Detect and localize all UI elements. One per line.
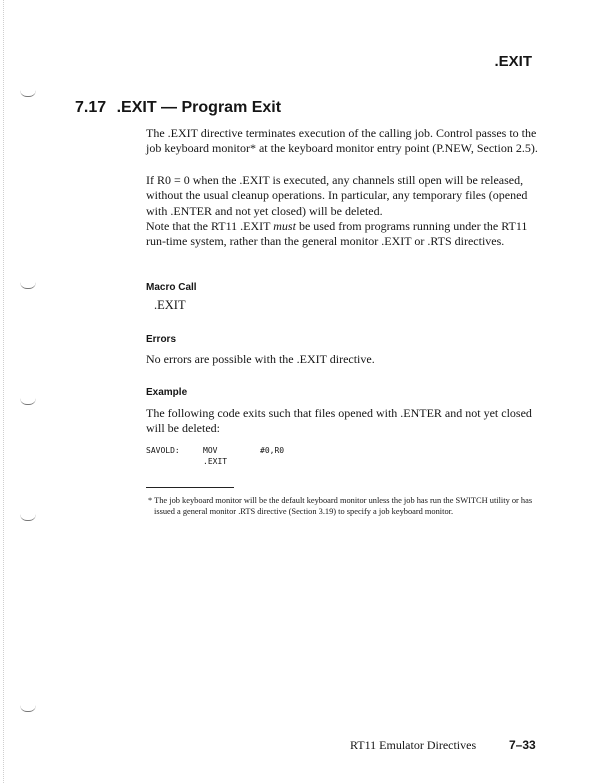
example-intro: The following code exits such that files opened with .ENTER and not yet closed will be deleted:: [146, 406, 532, 436]
macro-call-heading: Macro Call: [146, 282, 197, 293]
paragraph-1: The .EXIT directive terminates execution of the calling job. Control passes to the job keyboard monitor* at the keyboard monitor entry point (P.NEW, Section 2.5).: [146, 126, 538, 156]
paragraph-description: [146, 126, 538, 157]
example-heading: Example: [146, 387, 188, 398]
errors-text: No errors are possible with the .EXIT directive.: [146, 352, 375, 366]
section-title: [75, 99, 281, 117]
code-example: [146, 446, 538, 468]
code-op-mov: MOV: [203, 446, 218, 455]
emphasis-must: must: [273, 219, 296, 233]
binding-mark: [20, 282, 36, 289]
binding-mark: [20, 514, 36, 521]
binding-mark: [20, 398, 36, 405]
binding-mark: [20, 705, 36, 712]
footnote-rule: [146, 487, 234, 488]
code-op-exit: .EXIT: [203, 456, 228, 466]
section-heading: .EXIT — Program Exit: [116, 99, 282, 116]
footer-title: RT11 Emulator Directives: [350, 738, 477, 752]
binding-mark: [20, 90, 36, 97]
paragraph-note: [146, 219, 538, 250]
errors-heading: Errors: [146, 334, 177, 345]
page-footer: [350, 738, 536, 753]
running-head: .EXIT: [494, 53, 532, 70]
code-operand: #0,R0: [260, 446, 285, 455]
paragraph-3-start: Note that the RT11 .EXIT: [146, 219, 274, 233]
page-number: 7–33: [509, 738, 536, 752]
section-number: 7.17: [75, 99, 107, 116]
scan-edge: [3, 0, 5, 783]
paragraph-r0: [146, 173, 538, 219]
paragraph-3: [146, 219, 538, 250]
macro-call-text: .EXIT: [154, 298, 186, 312]
paragraph-3-end: be used from programs running under the RT11 run-time system, rather than the general monitor .EXIT or .RTS directives.: [146, 219, 528, 249]
paragraph-2: If R0 = 0 when the .EXIT is executed, any channels still open will be released, without the usual cleanup operations. In particular, any temporary files (opened with .ENTER and not yet closed) will be deleted.: [146, 173, 528, 218]
code-label: SAVOLD:: [146, 446, 180, 455]
footnote: * The job keyboard monitor will be the default keyboard monitor unless the job has run the SWITCH utility or has issued a general monitor .RTS directive (Section 3.19) to specify a job keyboard monitor.: [148, 496, 533, 516]
